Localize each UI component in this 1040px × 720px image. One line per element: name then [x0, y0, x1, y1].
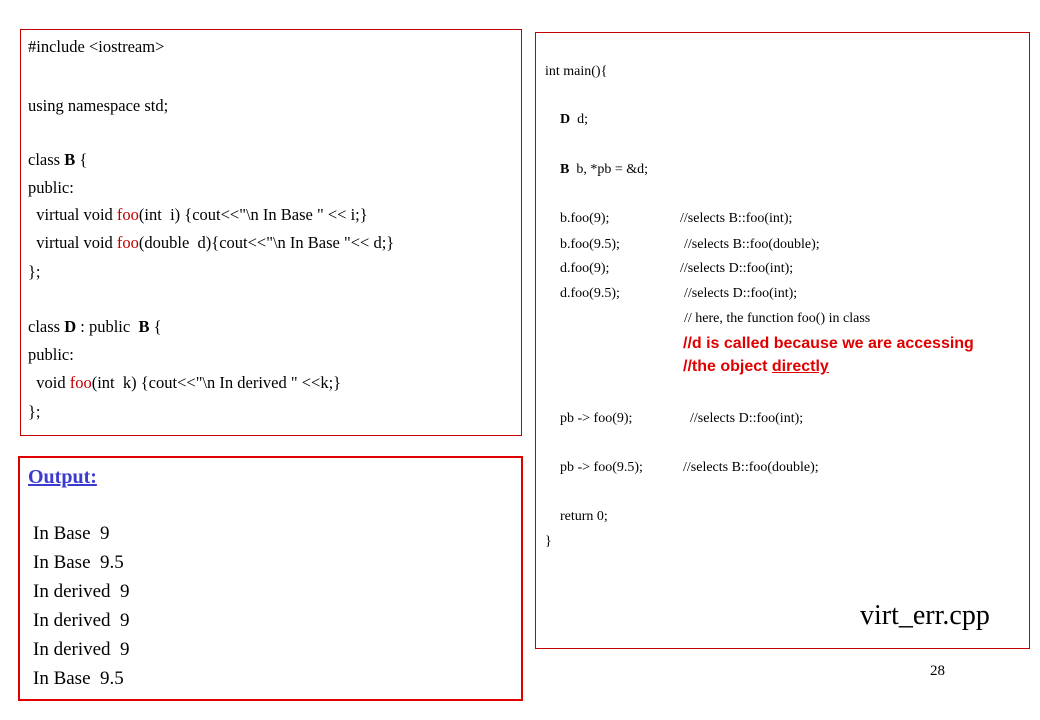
output-line: In Base 9.5 — [33, 668, 124, 689]
brace: { — [149, 317, 162, 336]
call-line: pb -> foo(9); — [560, 411, 633, 426]
directly-word: directly — [771, 358, 829, 375]
comment: //selects D::foo(int); — [680, 261, 794, 276]
code-segment: virtual void — [28, 233, 117, 252]
output-line: In Base 9.5 — [33, 552, 124, 573]
comment: //selects D::foo(int); — [684, 286, 798, 301]
class-b-close: }; — [28, 262, 41, 281]
include-line: #include <iostream> — [28, 37, 165, 56]
code-segment: void — [28, 373, 70, 392]
base-class-name: B — [138, 317, 150, 336]
class-keyword: class — [28, 150, 65, 169]
class-d-line — [28, 317, 162, 337]
output-line: In Base 9 — [33, 523, 110, 544]
type-b: B — [560, 162, 570, 177]
call-line: d.foo(9); — [560, 261, 610, 276]
class-name-b: B — [64, 150, 76, 169]
note-comment: // here, the function foo() in class — [684, 311, 871, 326]
highlight-note — [683, 358, 829, 376]
output-line: In derived 9 — [33, 610, 130, 631]
foo-keyword: foo — [116, 233, 139, 252]
type-d: D — [560, 112, 571, 127]
call-line: d.foo(9.5); — [560, 286, 620, 301]
file-name-label: virt_err.cpp — [860, 600, 990, 631]
output-line: In derived 9 — [33, 581, 130, 602]
comment: //selects D::foo(int); — [690, 411, 804, 426]
public-label: public: — [28, 178, 74, 197]
output-title: Output: — [28, 466, 97, 488]
code-segment: virtual void — [28, 205, 117, 224]
code-segment: b, *pb = &d; — [569, 162, 649, 177]
foo-keyword: foo — [116, 205, 139, 224]
class-keyword: class — [28, 317, 65, 336]
public-label-d: public: — [28, 345, 74, 364]
highlight-note: //d is called because we are accessing — [683, 335, 974, 352]
comment: //selects B::foo(double); — [684, 237, 820, 252]
code-segment: (int k) {cout<<"\n In derived " <<k;} — [91, 373, 342, 392]
main-signature: int main(){ — [545, 64, 608, 79]
comment: //selects B::foo(double); — [683, 460, 819, 475]
page-number: 28 — [930, 663, 945, 679]
code-segment: : public — [76, 317, 139, 336]
output-line: In derived 9 — [33, 639, 130, 660]
return-line: return 0; — [560, 509, 608, 524]
output-box — [18, 456, 523, 701]
main-close: } — [545, 534, 552, 549]
call-line: pb -> foo(9.5); — [560, 460, 643, 475]
brace: { — [75, 150, 88, 169]
foo-keyword: foo — [69, 373, 92, 392]
d-declaration — [560, 112, 588, 128]
class-b-line — [28, 150, 87, 170]
base-foo-double-line — [28, 233, 394, 253]
base-foo-int-line — [28, 205, 368, 225]
b-declaration — [560, 162, 648, 178]
code-segment: d; — [570, 112, 589, 127]
call-line: b.foo(9.5); — [560, 237, 620, 252]
code-segment: (double d){cout<<"\n In Base "<< d;} — [138, 233, 395, 252]
class-name-d: D — [64, 317, 77, 336]
class-d-close: }; — [28, 402, 41, 421]
derived-foo-line — [28, 373, 341, 393]
highlight-text: //the object — [683, 358, 772, 375]
code-segment: (int i) {cout<<"\n In Base " << i;} — [138, 205, 368, 224]
comment: //selects B::foo(int); — [680, 211, 793, 226]
namespace-line: using namespace std; — [28, 96, 169, 115]
call-line: b.foo(9); — [560, 211, 610, 226]
